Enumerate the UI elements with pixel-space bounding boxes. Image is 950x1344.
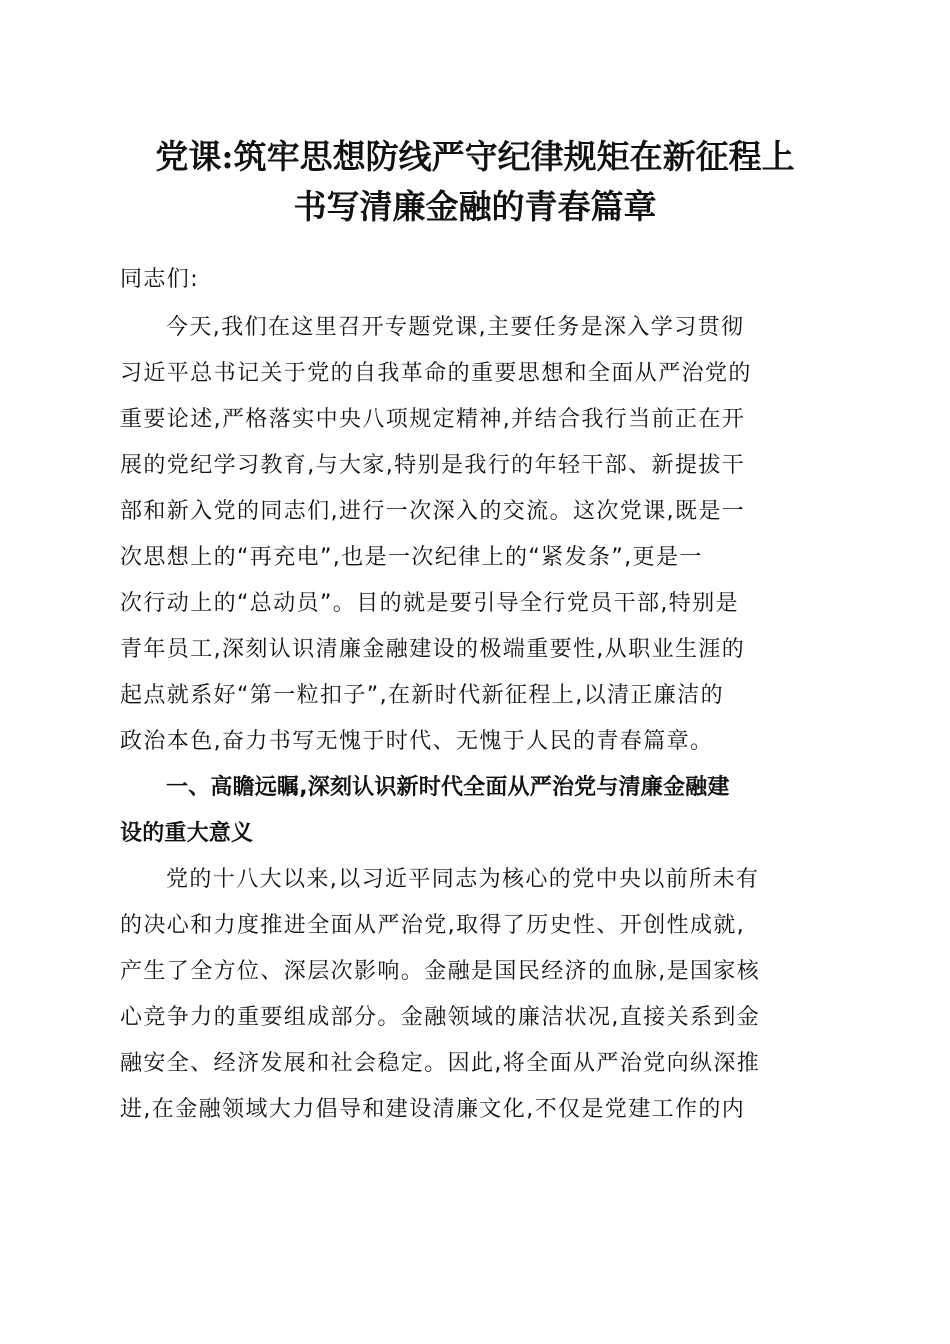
paragraph-section-1-line-5: 融安全、经济发展和社会稳定。因此,将全面从严治党向纵深推: [120, 1051, 761, 1076]
section-heading-1: [120, 765, 825, 857]
document-title: [100, 132, 850, 232]
paragraph-section-1-line-6: 进,在金融领域大力倡导和建设清廉文化,不仅是党建工作的内: [120, 1097, 746, 1122]
paragraph-intro-line-9: 起点就系好“第一粒扣子”,在新时代新征程上,以清正廉洁的: [120, 683, 724, 708]
paragraph-section-1-line-2: 的决心和力度推进全面从严治党,取得了历史性、开创性成就,: [120, 913, 746, 938]
paragraph-section-1-line-1: 党的十八大以来,以习近平同志为核心的党中央以前所未有: [166, 867, 760, 892]
paragraph-intro-line-2: 习近平总书记关于党的自我革命的重要思想和全面从严治党的: [120, 361, 752, 386]
paragraph-intro-line-3: 重要论述,严格落实中央八项规定精神,并结合我行当前正在开: [120, 407, 746, 432]
paragraph-section-1-line-4: 心竞争力的重要组成部分。金融领域的廉洁状况,直接关系到金: [120, 1005, 761, 1030]
title-line-2: 书写清廉金融的青春篇章: [293, 187, 657, 226]
greeting: 同志们:: [120, 267, 200, 292]
paragraph-intro-line-5: 部和新入党的同志们,进行一次深入的交流。这次党课,既是一: [120, 499, 746, 524]
paragraph-intro-line-7: 次行动上的“总动员”。目的就是要引导全行党员干部,特别是: [120, 591, 739, 616]
section-heading-1-line-2: 设的重大意义: [120, 821, 254, 846]
paragraph-intro-line-4: 展的党纪学习教育,与大家,特别是我行的年轻干部、新提拔干: [120, 453, 746, 478]
paragraph-section-1: [120, 857, 825, 1133]
paragraph-intro-line-10: 政治本色,奋力书写无愧于时代、无愧于人民的青春篇章。: [120, 729, 714, 754]
section-heading-1-line-1: 一、高瞻远瞩,深刻认识新时代全面从严治党与清廉金融建: [166, 775, 730, 800]
paragraph-intro-line-6: 次思想上的“再充电”,也是一次纪律上的“紧发条”,更是一: [120, 545, 703, 570]
paragraph-section-1-line-3: 产生了全方位、深层次影响。金融是国民经济的血脉,是国家核: [120, 959, 761, 984]
document-body: [120, 257, 825, 1133]
paragraph-intro-line-1: 今天,我们在这里召开专题党课,主要任务是深入学习贯彻: [166, 315, 745, 340]
paragraph-intro: [120, 305, 825, 765]
title-line-1: 党课:筑牢思想防线严守纪律规矩在新征程上: [155, 137, 795, 176]
paragraph-intro-line-8: 青年员工,深刻认识清廉金融建设的极端重要性,从职业生涯的: [120, 637, 746, 662]
